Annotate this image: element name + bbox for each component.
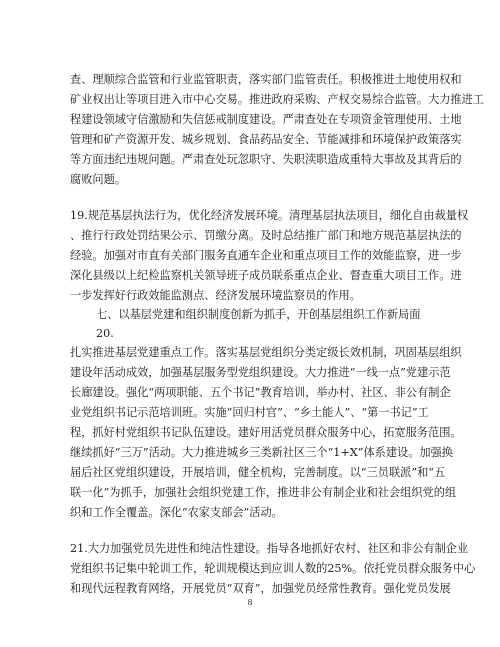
text-line: 查、理顺综合监管和行业监管职责，落实部门监管责任。积极推进土地使用权和 bbox=[70, 73, 462, 86]
text-line: 腐败问题。 bbox=[70, 173, 126, 186]
text-line: 党组织书记集中轮训工作，轮训规模达到应训人数的25%。依托党员群众服务中心 bbox=[70, 562, 476, 575]
text-line: 21.大力加强党员先进性和纯洁性建设。指导各地抓好农村、社区和非公有制企业 bbox=[70, 542, 469, 555]
text-line: 长廊建设。强化“两项职能、五个书记”教育培训，举办村、社区、非公有制企 bbox=[70, 386, 451, 399]
text-line: 织和工作全覆盖。深化“农家支部会”活动。 bbox=[70, 506, 283, 519]
text-line: 19.规范基层执法行为，优化经济发展环境。清理基层执法项目，细化自由裁量权 bbox=[70, 209, 469, 222]
text-line: 联一化”为抓手，加强社会组织党建工作，推进非公有制企业和社会组织党的组 bbox=[70, 486, 457, 499]
item-number: 20. bbox=[96, 327, 114, 340]
text-line: 深化县级以上纪检监察机关领导班子成员联系重点企业、督查重大项目工作。进 bbox=[70, 269, 462, 282]
text-line: 程，抓好村党组织书记队伍建设。建好用活党员群众服务中心，拓宽服务范围。 bbox=[70, 426, 462, 439]
text-line: 扎实推进基层党建重点工作。落实基层党组织分类定级长效机制，巩固基层组织 bbox=[70, 346, 462, 359]
text-line: 经验。加强对市直有关部门服务直通车企业和重点项目工作的效能监察，进一步 bbox=[70, 249, 462, 262]
text-line: 矿业权出让等项目进入市中心交易。推进政府采购、产权交易综合监管。大力推进工 bbox=[70, 93, 484, 106]
text-line: 和现代远程教育网络，开展党员“双育”，加强党员经常性教育。强化党员发展 bbox=[70, 582, 451, 595]
text-line: 届后社区党组织建设，开展培训，健全机构，完善制度。以“三员联派”和“五 bbox=[70, 466, 446, 479]
text-line: 管理和矿产资源开发、城乡规划、食品药品安全、节能减排和环境保护政策落实 bbox=[70, 133, 462, 146]
text-line: 一步发挥好行政效能监测点、经济发展环境监察员的作用。 bbox=[70, 289, 361, 302]
text-line: 等方面违纪违规问题。严肃查处玩忽职守、失职渎职造成重特大事故及其背后的 bbox=[70, 153, 462, 166]
text-line: 建设年活动成效，加强基层服务型党组织建设。大力推进“一线一点”党建示范 bbox=[70, 366, 451, 379]
text-line: 业党组织书记示范培训班。实施“回归村官”、“乡土能人”、“第一书记”工 bbox=[70, 406, 429, 419]
page-number: 8 bbox=[247, 598, 253, 607]
section-heading: 七、以基层党建和组织制度创新为抓手，开创基层组织工作新局面 bbox=[96, 308, 421, 321]
text-line: 继续抓好“三万”活动。大力推进城乡三类新社区三个“1+X”体系建设。加强换 bbox=[70, 446, 453, 459]
text-line: 、推行行政处罚结果公示、罚缴分离。及时总结推广部门和地方规范基层执法的 bbox=[70, 229, 462, 242]
text-line: 程建设领域守信激励和失信惩戒制度建设。严肃查处在专项资金管理使用、土地 bbox=[70, 113, 462, 126]
